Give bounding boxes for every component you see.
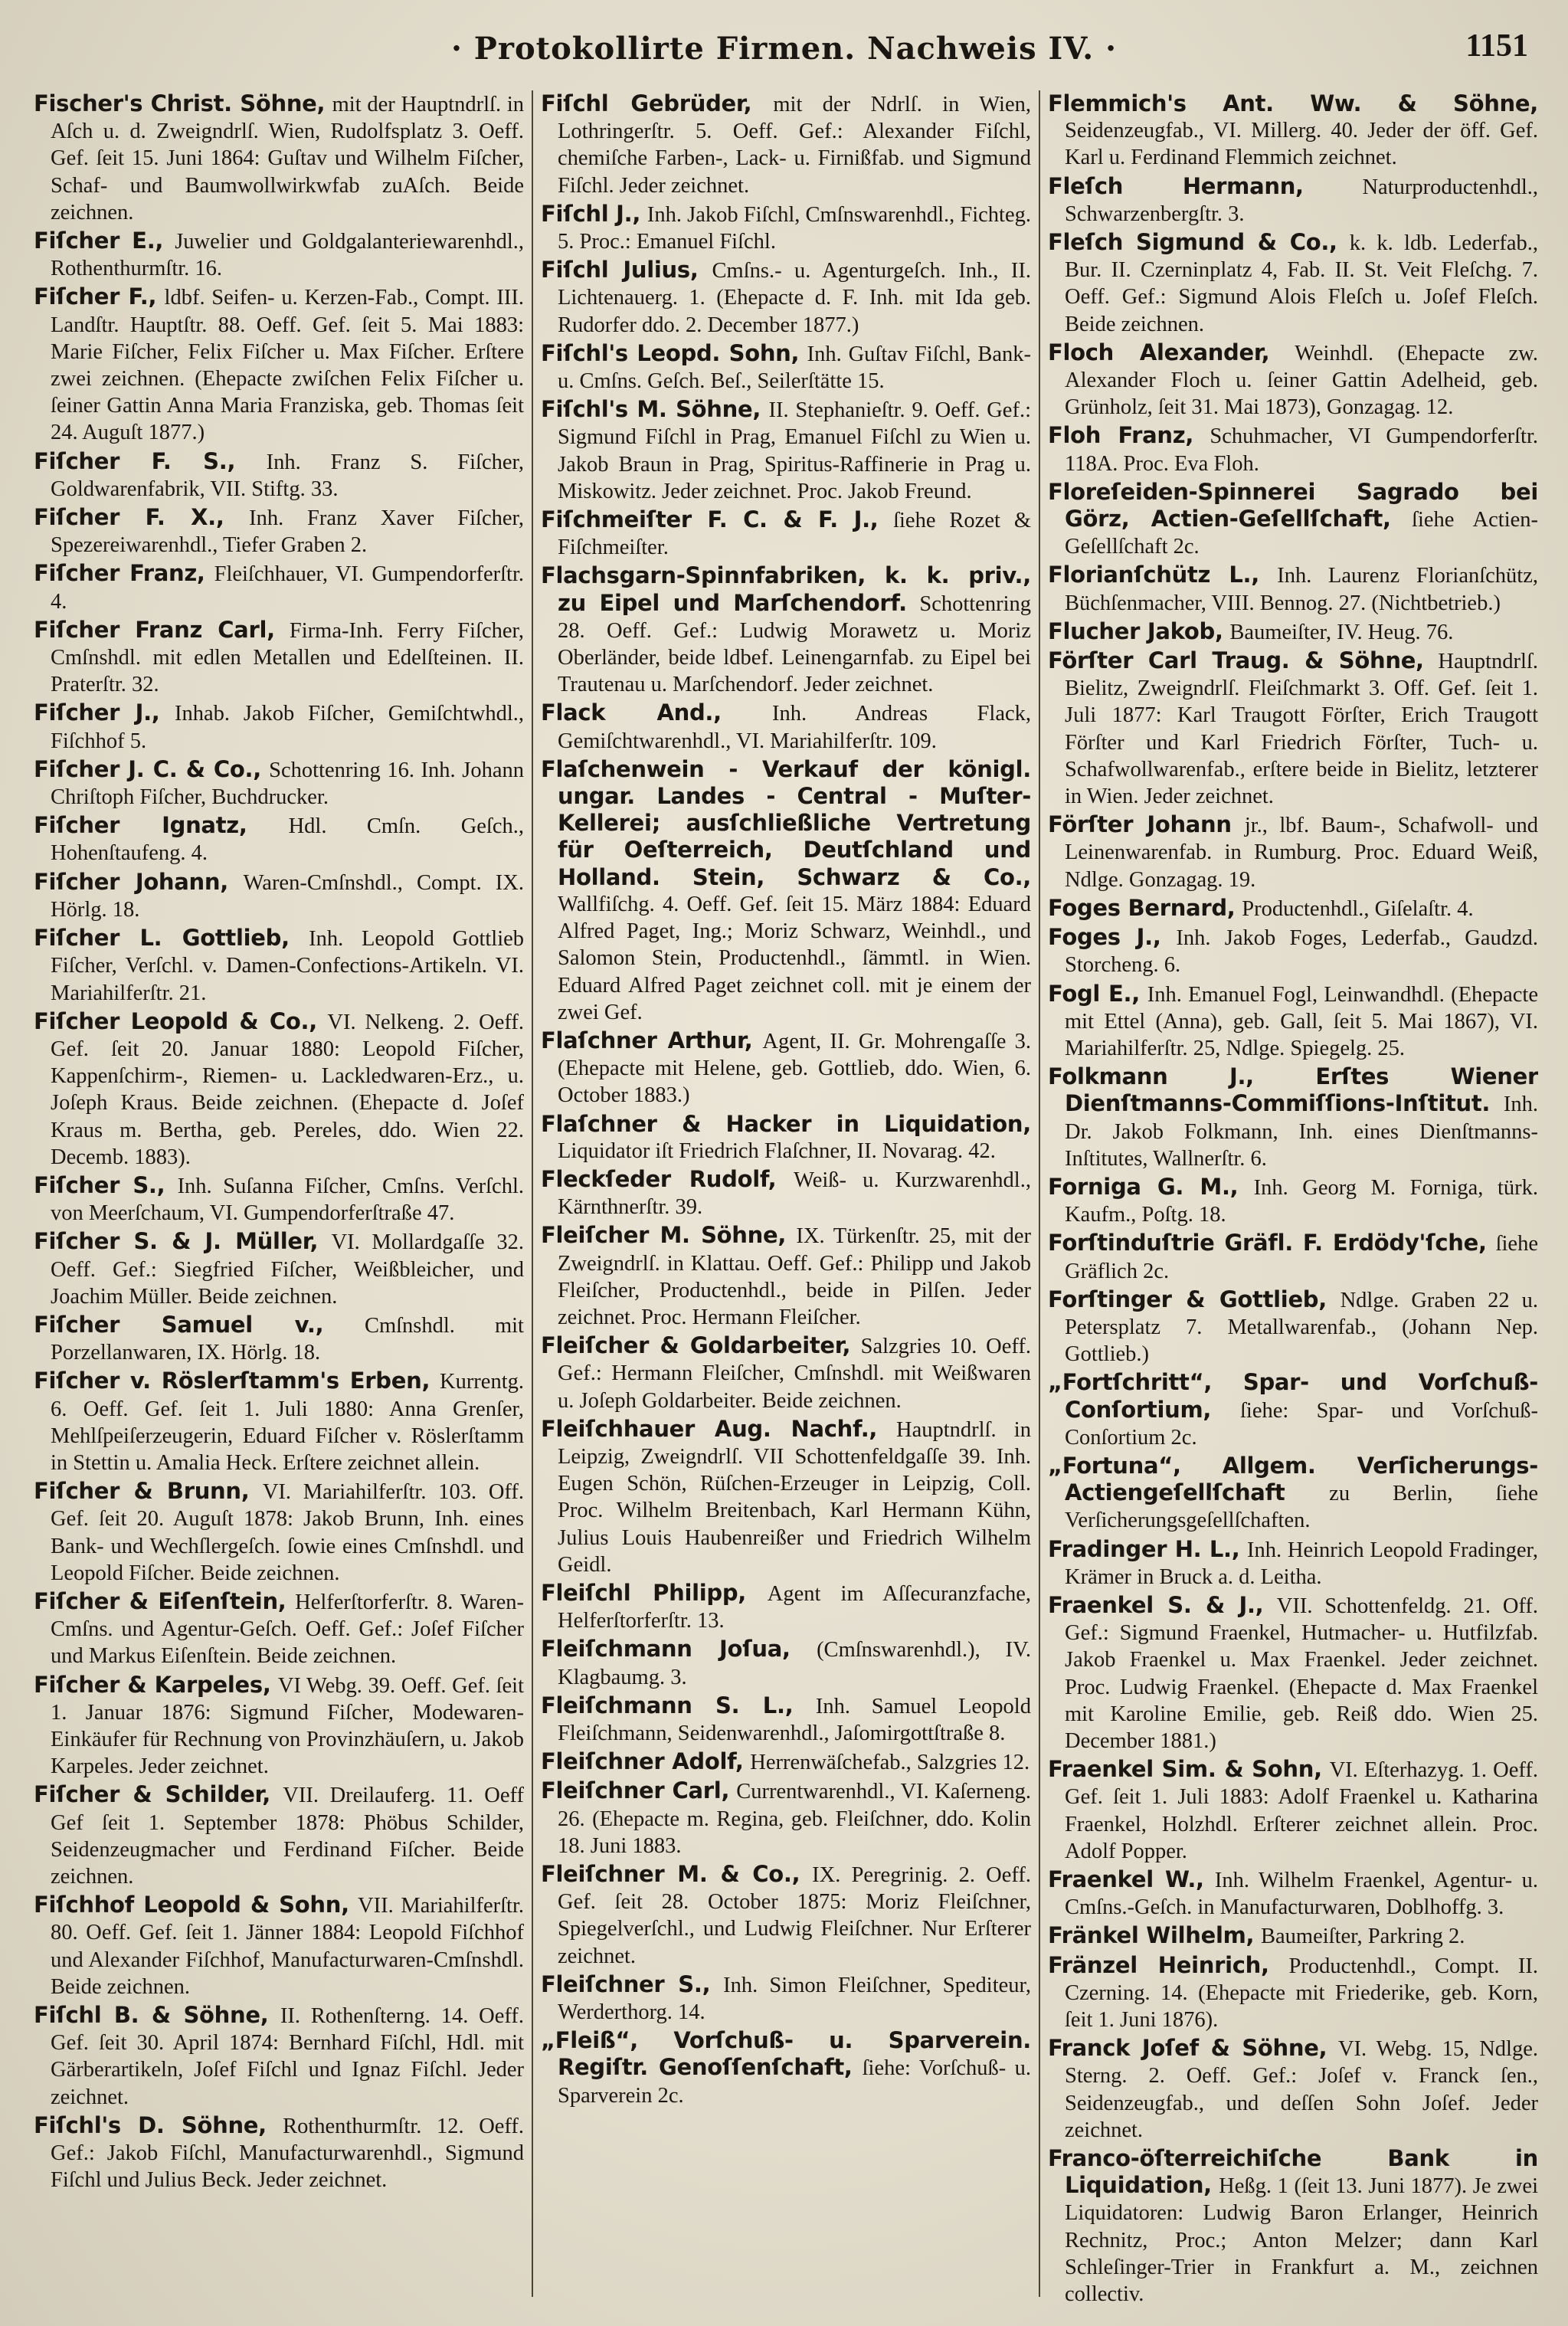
firm-name: Fleiſchner Adolf, — [541, 1748, 744, 1775]
firm-description: VII. Dreilauferg. 11. Oeff Gef ſeit 1. September 1878: Phöbus Schilder, Seidenzeugmacher und Ferdinand Fiſcher. Beide zeichnen. — [51, 1784, 524, 1889]
directory-entry — [541, 1222, 1031, 1331]
firm-description: VI. Mollardgaſſe 32. Oeff. Gef.: Siegfried Fiſcher, Weißbleicher, und Joachim Müller. Beide zeichnen. — [51, 1230, 524, 1309]
firm-description: Inh. Samuel Leopold Fleiſchmann, Seidenwarenhdl., Jaſomirgottſtraße 8. — [558, 1694, 1031, 1745]
firm-name: „Fleiß“, Vorſchuß- u. Sparverein. Regiſtr. Genoſſenſchaft, — [541, 2027, 1031, 2081]
column-divider — [532, 90, 533, 2297]
firm-name: Fiſcher & Schilder, — [34, 1781, 271, 1808]
directory-entry — [1048, 924, 1538, 978]
directory-entry — [1048, 981, 1538, 1063]
firm-name: Flachsgarn-Spinnfabriken, k. k. priv., zu Eipel und Marſchendorf. — [541, 562, 1031, 616]
firm-name: Fiſcher Samuel v., — [34, 1311, 324, 1338]
firm-description: Inh. Jakob Foges, Lederfab., Gaudzd. Storcheng. 6. — [1065, 926, 1538, 978]
directory-entry — [34, 756, 524, 811]
directory-entry — [1048, 618, 1538, 646]
firm-name: Förſter Carl Traug. & Söhne, — [1048, 647, 1424, 674]
firm-name: Fiſchl B. & Söhne, — [34, 2002, 269, 2029]
firm-name: Fiſcher Ignatz, — [34, 812, 247, 839]
directory-entry — [541, 1748, 1031, 1776]
directory-entry — [1048, 1922, 1538, 1950]
firm-description: Inh. Suſanna Fiſcher, Cmſns. Verſchl. von Meerſchaum, VI. Gumpendorferſtraße 47. — [51, 1174, 524, 1226]
firm-name: Fiſchl's Leopd. Sohn, — [541, 339, 800, 366]
directory-entry — [34, 925, 524, 1007]
directory-entry — [34, 504, 524, 559]
firm-name: Fogl E., — [1048, 980, 1140, 1007]
firm-description: VI. Nelkeng. 2. Oeff. Gef. ſeit 20. Januar 1880: Leopold Fiſcher, Kappenſchirm-, Riemen- u. Lackledwaren-Erz., u. Joſeph Kraus. Beide zeichnen. (Ehepacte d. Joſef Kraus m. Bertha, geb. Pereles, ddo. Wien 22. Decemb. 1883). — [51, 1010, 524, 1169]
firm-name: Fleſch Hermann, — [1048, 172, 1304, 199]
firm-description: ſiehe Gräflich 2c. — [1065, 1232, 1538, 1283]
firm-description: II. Rothenſterng. 14. Oeff. Gef. ſeit 30. April 1874: Bernhard Fiſchl, Hdl. mit Gärberartikeln, Joſef Fiſchl und Ignaz Fiſchl. Jeder zeichnet. — [51, 2004, 524, 2109]
firm-name: Fiſcher S., — [34, 1171, 165, 1198]
directory-entry — [34, 228, 524, 282]
firm-name: Fleiſchhauer Aug. Nachf., — [541, 1415, 878, 1442]
directory-entry — [1048, 562, 1538, 616]
directory-entry — [34, 1228, 524, 1310]
firm-description: Currentwarenhdl., VI. Kaſerneng. 26. (Ehepacte m. Regina, geb. Fleiſchner, ddo. Kolin 18. Juni 1883. — [558, 1780, 1031, 1858]
firm-description: Inhab. Jakob Fiſcher, Gemiſchtwhdl., Fiſchhof 5. — [51, 702, 524, 753]
firm-name: Fiſchhof Leopold & Sohn, — [34, 1892, 349, 1918]
directory-entry — [1048, 1952, 1538, 2034]
firm-name: Fränkel Wilhelm, — [1048, 1922, 1255, 1949]
directory-entry — [34, 1478, 524, 1587]
directory-entry — [34, 560, 524, 614]
firm-name: Fiſcher & Karpeles, — [34, 1671, 271, 1698]
firm-name: Fiſcher F., — [34, 283, 157, 310]
firm-name: Fiſcher & Brunn, — [34, 1478, 250, 1505]
firm-name: Fischer's Christ. Söhne, — [34, 90, 326, 116]
firm-description: Schottenring 16. Inh. Johann Chriſtoph Fiſcher, Buchdrucker. — [51, 758, 524, 810]
firm-name: Fiſcher E., — [34, 228, 164, 254]
firm-description: Helferſtorferſtr. 8. Waren-Cmſns. und Agentur-Geſch. Oeff. Gef.: Joſef Fiſcher und Markus Eiſenſtein. Beide zeichnen. — [51, 1590, 524, 1669]
firm-name: Foges Bernard, — [1048, 894, 1236, 921]
firm-name: Fiſcher v. Röslerſtamm's Erben, — [34, 1368, 430, 1394]
firm-name: Forſtinduſtrie Gräfl. F. Erdödy'ſche, — [1048, 1230, 1487, 1256]
directory-entry — [541, 1861, 1031, 1970]
firm-description: ſiehe Actien-Geſellſchaft 2c. — [1065, 508, 1538, 559]
directory-entry — [34, 1892, 524, 2000]
column-right — [1048, 90, 1538, 2312]
firm-name: Florianſchütz L., — [1048, 562, 1259, 588]
firm-name: Floch Alexander, — [1048, 339, 1270, 365]
firm-description: Inh. Heinrich Leopold Fradinger, Krämer in Bruck a. d. Leitha. — [1065, 1538, 1538, 1589]
firm-description: Inh. Franz S. Fiſcher, Goldwarenfabrik, VII. Stiftg. 33. — [51, 450, 524, 501]
firm-description: k. k. ldb. Lederfab., Bur. II. Czerninplatz 4, Fab. II. St. Veit Fleſchg. 7. Oeff. Gef.: Sigmund Alois Fleſch u. Joſef Fleſch. Beide zeichnen. — [1065, 231, 1538, 336]
directory-entry — [1048, 1536, 1538, 1591]
firm-description: VI Webg. 39. Oeff. Gef. ſeit 1. Januar 1876: Sigmund Fiſcher, Modewaren-Einkäufer für Rechnung von Provinzhäuſern, u. Jakob Karpeles. Jeder zeichnet. — [51, 1673, 524, 1779]
firm-description: VI. Mariahilferſtr. 103. Off. Gef. ſeit 20. Auguſt 1878: Jakob Brunn, Inh. eines Bank- und Wechſlergeſch. ſowie eines Cmſnshdl. und Leopold Fiſcher. Beide zeichnen. — [51, 1480, 524, 1585]
directory-entry — [34, 812, 524, 867]
directory-entry — [34, 617, 524, 699]
directory-entry — [34, 2002, 524, 2111]
firm-description: Agent, II. Gr. Mohrengaſſe 3. (Ehepacte mit Helene, geb. Gottlieb, ddo. Wien, 6. October 1883.) — [558, 1029, 1031, 1108]
directory-entry — [1048, 1286, 1538, 1368]
firm-description: VII. Schottenfeldg. 21. Off. Gef.: Sigmund Fraenkel, Hutmacher- u. Hutfilzfab. Jakob Fraenkel u. Max Fraenkel. Jeder zeichnet. Proc. Ludwig Fraenkel. (Ehepacte d. Max Fraenkel mit Karoline Emilie, geb. Reiß ddo. Wien 25. December 1881.) — [1065, 1594, 1538, 1753]
page-number: 1151 — [1465, 28, 1528, 64]
directory-entry — [1048, 1174, 1538, 1228]
directory-entry — [34, 1672, 524, 1781]
directory-entry — [541, 1777, 1031, 1859]
firm-name: Fiſcher Johann, — [34, 868, 228, 895]
directory-entry — [1048, 1369, 1538, 1451]
directory-entry — [541, 1416, 1031, 1578]
firm-name: Flemmich's Ant. Ww. & Söhne, — [1048, 90, 1538, 116]
directory-entry — [34, 869, 524, 923]
firm-name: Fleiſchner Carl, — [541, 1777, 730, 1804]
firm-description: (Cmſnswarenhdl.), IV. Klagbaumg. 3. — [558, 1638, 1031, 1689]
firm-description: ſiehe: Vorſchuß- u. Sparverein 2c. — [558, 2056, 1031, 2108]
firm-name: „Fortuna“, Allgem. Verſicherungs-Actiengeſellſchaft — [1048, 1452, 1538, 1506]
directory-entry — [34, 1781, 524, 1890]
firm-name: Flaſchenwein - Verkauf der königl. ungar. Landes - Central - Muſter-Kellerei; ausſchließliche Vertretung für Oeſterreich, Deutſchland und Holland. Stein, Schwarz & Co., — [541, 755, 1031, 890]
firm-description: Liquidator iſt Friedrich Flaſchner, II. Novarag. 42. — [558, 1138, 996, 1163]
directory-entry — [541, 257, 1031, 339]
firm-name: Forniga G. M., — [1048, 1173, 1239, 1200]
firm-description: Waren-Cmſnshdl., Compt. IX. Hörlg. 18. — [51, 870, 524, 922]
firm-name: Fiſcher Leopold & Co., — [34, 1007, 317, 1034]
firm-description: Inh. Simon Fleiſchner, Spediteur, Werderthorg. 14. — [558, 1973, 1031, 2025]
firm-name: Fiſchl's M. Söhne, — [541, 396, 761, 423]
firm-description: Inh. Laurenz Florianſchütz, Büchſenmacher, VIII. Bennog. 27. (Nichtbetrieb.) — [1065, 564, 1538, 615]
directory-entry — [34, 2112, 524, 2194]
firm-description: IX. Peregrinig. 2. Oeff. Gef. ſeit 28. October 1875: Moriz Fleiſchner, Spiegelverſchl., und Ludwig Fleiſchner. Nur Erſterer zeichnet. — [558, 1863, 1031, 1968]
firm-name: Floreſeiden-Spinnerei Sagrado bei Görz, Actien-Geſellſchaft, — [1048, 478, 1538, 532]
firm-description: Schuhmacher, VI Gumpendorferſtr. 118A. Proc. Eva Floh. — [1065, 424, 1538, 476]
firm-name: Flaſchner Arthur, — [541, 1027, 753, 1053]
firm-description: zu Berlin, ſiehe Verſicherungsgeſellſchaften. — [1065, 1482, 1538, 1533]
directory-entry — [1048, 339, 1538, 421]
firm-name: „Fortſchritt“, Spar- und Vorſchuß-Conſortium, — [1048, 1369, 1538, 1423]
firm-description: Inh. Guſtav Fiſchl, Bank- u. Cmſns. Geſch. Beſ., Seilerſtätte 15. — [558, 342, 1031, 394]
firm-name: Fiſchl's D. Söhne, — [34, 2111, 267, 2138]
firm-description: Inh. Leopold Gottlieb Fiſcher, Verſchl. v. Damen-Confections-Artikeln. VI. Mariahilferſtr. 21. — [51, 927, 524, 1005]
directory-entry — [1048, 895, 1538, 922]
firm-name: Foges J., — [1048, 924, 1161, 951]
firm-name: Fiſcher J. C. & Co., — [34, 755, 261, 782]
firm-name: Floh Franz, — [1048, 422, 1194, 449]
firm-name: Fiſcher F. X., — [34, 504, 224, 531]
directory-entry — [1048, 1756, 1538, 1865]
firm-name: Fleſch Sigmund & Co., — [1048, 229, 1337, 256]
firm-description: Salzgries 10. Oeff. Gef.: Hermann Fleiſcher, Cmſnshdl. mit Weißwaren u. Joſeph Goldarbeiter. Beide zeichnen. — [558, 1335, 1031, 1413]
directory-entry — [34, 1312, 524, 1366]
directory-entry — [541, 1692, 1031, 1747]
directory-entry — [1048, 647, 1538, 810]
firm-description: mit der Ndrlſ. in Wien, Lothringerſtr. 5. Oeff. Gef.: Alexander Fiſchl, chemiſche Farben-, Lack- u. Firnißfab. und Sigmund Fiſchl. Jeder zeichnet. — [558, 93, 1031, 198]
firm-description: Firma-Inh. Ferry Fiſcher, Cmſnshdl. mit edlen Metallen und Edelſteinen. II. Praterſtr. 32. — [51, 618, 524, 697]
column-left — [34, 90, 524, 2312]
directory-entry — [34, 1008, 524, 1171]
firm-description: VI. Webg. 15, Ndlge. Sterng. 2. Oeff. Gef.: Joſef v. Franck ſen., Seidenzeugfab., und deſſen Sohn Joſef. Jeder zeichnet. — [1065, 2037, 1538, 2142]
firm-name: Flaſchner & Hacker in Liquidation, — [541, 1110, 1031, 1137]
firm-description: II. Stephanieſtr. 9. Oeff. Gef.: Sigmund Fiſchl in Prag, Emanuel Fiſchl zu Wien u. Jakob Braun in Prag, Spiritus-Raffinerie in Prag u. Miskowitz. Jeder zeichnet. Proc. Jakob Freund. — [558, 398, 1031, 503]
firm-name: Fränzel Heinrich, — [1048, 1951, 1269, 1978]
firm-description: Inh. Jakob Fiſchl, Cmſnswarenhdl., Fichteg. 5. Proc.: Emanuel Fiſchl. — [558, 202, 1031, 254]
firm-description: Juwelier und Goldgalanteriewarenhdl., Rothenthurmſtr. 16. — [51, 230, 524, 281]
directory-entry — [541, 756, 1031, 1026]
firm-description: Productenhdl., Compt. II. Czerning. 14. (Ehepacte mit Friederike, geb. Korn, ſeit 1. Juni 1876). — [1065, 1954, 1538, 2033]
directory-entry — [34, 448, 524, 503]
firm-description: Baumeiſter, IV. Heug. 76. — [1229, 620, 1454, 644]
directory-entry — [1048, 2145, 1538, 2308]
directory-entry — [34, 283, 524, 446]
directory-entry — [541, 340, 1031, 395]
directory-entry — [541, 1636, 1031, 1690]
firm-description: mit der Hauptndrlſ. in Aſch u. d. Zweigndrlſ. Wien, Rudolfsplatz 3. Oeff. Gef. ſeit 15. Juni 1864: Guſtav und Wilhelm Fiſcher, Schaf- und Baumwollwirkwfab zuAſch. Beide zeichnen. — [51, 93, 524, 224]
directory-entry — [1048, 1866, 1538, 1921]
firm-description: Cmſnshdl. mit Porzellanwaren, IX. Hörlg. 18. — [51, 1313, 524, 1365]
directory-entry — [541, 562, 1031, 698]
directory-entry — [34, 1588, 524, 1670]
directory-entry — [541, 1332, 1031, 1414]
firm-description: Naturproductenhdl., Schwarzenbergſtr. 3. — [1065, 175, 1538, 226]
firm-description: Herrenwäſchefab., Salzgries 12. — [750, 1751, 1030, 1775]
firm-name: Fiſcher S. & J. Müller, — [34, 1228, 319, 1255]
firm-name: Flack And., — [541, 699, 722, 726]
directory-entry — [541, 1027, 1031, 1109]
directory-entry — [1048, 229, 1538, 338]
firm-description: Baumeiſter, Parkring 2. — [1261, 1925, 1465, 1949]
firm-name: Fraenkel W., — [1048, 1866, 1204, 1892]
firm-description: Inh. Wilhelm Fraenkel, Agentur- u. Cmſns.-Geſch. in Manufacturwaren, Doblhoffg. 3. — [1065, 1869, 1538, 1920]
firm-name: Fradinger H. L., — [1048, 1535, 1240, 1562]
column-middle — [541, 90, 1031, 2312]
firm-description: VI. Eſterhazyg. 1. Oeff. Gef. ſeit 1. Juli 1883: Adolf Fraenkel u. Katharina Fraenkel, Holzhdl. Erſterer zeichnet allein. Proc. Adolf Popper. — [1065, 1758, 1538, 1863]
firm-name: Fiſchl Julius, — [541, 257, 699, 283]
directory-entry — [1048, 811, 1538, 893]
firm-description: Inh. Georg M. Forniga, türk. Kaufm., Poſtg. 18. — [1065, 1175, 1538, 1227]
directory-entry — [1048, 90, 1538, 172]
directory-entry — [1048, 1063, 1538, 1172]
firm-name: Fiſcher & Eiſenſtein, — [34, 1587, 286, 1614]
firm-name: Flucher Jakob, — [1048, 618, 1223, 644]
directory-entry — [541, 201, 1031, 255]
firm-name: Fleiſchmann Joſua, — [541, 1636, 791, 1663]
firm-name: Förſter Johann — [1048, 811, 1232, 838]
firm-name: Fleiſcher M. Söhne, — [541, 1222, 787, 1249]
directory-entry — [34, 1368, 524, 1476]
firm-name: Forſtinger & Gottlieb, — [1048, 1286, 1327, 1312]
firm-description: Inh. Dr. Jakob Folkmann, Inh. eines Dienſtmanns-Inſtitutes, Wallnerſtr. 6. — [1065, 1093, 1538, 1171]
firm-description: jr., lbf. Baum-, Schafwoll- und Leinenwarenfab. in Rumburg. Proc. Eduard Weiß, Ndlge. Gonzagag. 19. — [1065, 814, 1538, 892]
running-title: · Protokollirte Firmen. Nachweis IV. · — [450, 31, 1118, 67]
firm-name: Fleiſcher & Goldarbeiter, — [541, 1332, 851, 1359]
directory-entry — [541, 2027, 1031, 2109]
firm-description: Hdl. Cmſn. Geſch., Hohenſtaufeng. 4. — [51, 814, 524, 866]
firm-name: Fraenkel Sim. & Sohn, — [1048, 1756, 1322, 1783]
firm-name: Fiſcher F. S., — [34, 447, 236, 474]
firm-name: Fleiſchl Philipp, — [541, 1579, 747, 1606]
firm-name: Fiſchl J., — [541, 200, 641, 227]
firm-description: Rothenthurmſtr. 12. Oeff. Gef.: Jakob Fiſchl, Manufacturwarenhdl., Sigmund Fiſchl und Julius Beck. Jeder zeichnet. — [51, 2114, 524, 2193]
firm-description: Hauptndrlſ. in Leipzig, Zweigndrlſ. VII Schottenfeldgaſſe 39. Inh. Eugen Schön, Rüſchen-Erzeuger in Leipzig, Coll. Proc. Wilhelm Breitenbach, Karl Hermann Kühn, Julius Louis Haubenreißer und Friedrich Wilhelm Geidl. — [558, 1417, 1031, 1577]
firm-description: Weinhdl. (Ehepacte zw. Alexander Floch u. ſeiner Gattin Adelheid, geb. Grünholz, ſeit 31. Mai 1873), Gonzagag. 12. — [1065, 341, 1538, 420]
firm-name: Fleiſchner S., — [541, 1971, 711, 1997]
firm-name: Fleckſeder Rudolf, — [541, 1165, 777, 1192]
firm-description: Inh. Andreas Flack, Gemiſchtwarenhdl., VI. Mariahilferſtr. 109. — [558, 702, 1031, 753]
firm-name: Folkmann J., Erſtes Wiener Dienſtmanns-Commiſſions-Inſtitut. — [1048, 1063, 1538, 1117]
firm-description: Schottenring 28. Oeff. Gef.: Ludwig Morawetz u. Moriz Oberländer, beide ldbef. Leinengarnfab. zu Eipel bei Trautenau u. Marſchendorf. Jeder zeichnet. — [558, 591, 1031, 697]
firm-name: Fleiſchmann S. L., — [541, 1692, 794, 1718]
firm-name: Fiſchmeiſter F. C. & F. J., — [541, 506, 879, 533]
firm-description: Heßg. 1 (ſeit 13. Juni 1877). Je zwei Liquidatoren: Ludwig Baron Erlanger, Heinrich Rechnitz, Proc.; Anton Melzer; dann Karl Schleſinger-Trier in Frankfurt a. M., zeichnen collectiv. — [1065, 2174, 1538, 2307]
firm-description: Inh. Franz Xaver Fiſcher, Spezereiwarenhdl., Tiefer Graben 2. — [51, 506, 524, 558]
firm-description: ſiehe: Spar- und Vorſchuß-Conſortium 2c. — [1065, 1398, 1538, 1450]
directory-entry — [1048, 2035, 1538, 2144]
page-header — [31, 20, 1537, 81]
firm-description: Productenhdl., Giſelaſtr. 4. — [1242, 896, 1474, 921]
firm-description: ſiehe Rozet & Fiſchmeiſter. — [558, 509, 1031, 560]
firm-description: Fleiſchhauer, VI. Gumpendorferſtr. 4. — [51, 562, 524, 614]
directory-entry — [541, 1166, 1031, 1220]
firm-name: Fiſcher Franz Carl, — [34, 616, 275, 643]
firm-description: VII. Mariahilferſtr. 80. Oeff. Gef. ſeit 1. Jänner 1884: Leopold Fiſchhof und Alexander Fiſchhof, Manufacturwaren-Cmſnshdl. Beide zeichnen. — [51, 1894, 524, 1999]
firm-description: Wallfiſchg. 4. Oeff. Gef. ſeit 15. März 1884: Eduard Alfred Paget, Ing.; Moriz Schwarz, Weinhdl., und Salomon Stein, Productenhdl., ſämmtl. in Wien. Eduard Alfred Paget zeichnet coll. mit je einem der zwei Gef. — [558, 892, 1031, 1024]
firm-name: Fiſchl Gebrüder, — [541, 90, 752, 116]
directory-entry — [541, 396, 1031, 505]
directory-entry — [541, 506, 1031, 561]
directory-entry — [1048, 1592, 1538, 1754]
firm-name: Fiſcher L. Gottlieb, — [34, 925, 290, 952]
directory-entry — [34, 699, 524, 754]
firm-description: Agent im Aſſecuranzfache, Helferſtorferſtr. 13. — [558, 1581, 1031, 1633]
directory-entry — [1048, 1230, 1538, 1284]
directory-entry — [1048, 479, 1538, 561]
firm-description: IX. Türkenſtr. 25, mit der Zweigndrlſ. in Klattau. Oeff. Gef.: Philipp und Jakob Fleiſcher, Productenhdl., beide in Pilſen. Jeder zeichnet. Proc. Hermann Fleiſcher. — [558, 1224, 1031, 1329]
directory-entry — [1048, 422, 1538, 477]
column-divider — [1039, 90, 1040, 2297]
directory-entry — [34, 90, 524, 226]
directory-entry — [1048, 1453, 1538, 1535]
firm-description: ldbf. Seifen- u. Kerzen-Fab., Compt. III. Landſtr. Hauptſtr. 88. Oeff. Gef. ſeit 5. Mai 1883: Marie Fiſcher, Felix Fiſcher u. Max Fiſcher. Erſtere zwei zeichnen. (Ehepacte zwiſchen Felix Fiſcher u. ſeiner Gattin Anna Maria Franziska, geb. Thomas ſeit 24. Auguſt 1877.) — [51, 286, 524, 445]
firm-description: Hauptndrlſ. Bielitz, Zweigndrlſ. Fleiſchmarkt 3. Off. Gef. ſeit 1. Juli 1877: Karl Traugott Förſter, Erich Traugott Förſter und Karl Friedrich Förſter, Tuch- u. Schafwollwarenfab., erſtere beide in Bielitz, letzterer in Wien. Jeder zeichnet. — [1065, 650, 1538, 809]
firm-name: Fleiſchner M. & Co., — [541, 1861, 800, 1887]
directory-entry — [541, 1971, 1031, 2026]
firm-description: Ndlge. Graben 22 u. Petersplatz 7. Metallwarenfab., (Johann Nep. Gottlieb.) — [1065, 1288, 1538, 1367]
directory-entry — [1048, 173, 1538, 228]
directory-entry — [541, 1580, 1031, 1634]
directory-entry — [34, 1172, 524, 1227]
firm-name: Franck Joſef & Söhne, — [1048, 2035, 1327, 2062]
directory-entry — [541, 90, 1031, 199]
directory-entry — [541, 1111, 1031, 1165]
firm-description: Cmſns.- u. Agenturgeſch. Inh., II. Lichtenauerg. 1. (Ehepacte d. F. Inh. mit Ida geb. Rudorfer ddo. 2. December 1877.) — [558, 259, 1031, 337]
directory-entry — [541, 699, 1031, 754]
firm-name: Fiſcher J., — [34, 699, 160, 726]
firm-description: Kurrentg. 6. Oeff. Gef. ſeit 1. Juli 1880: Anna Grenſer, Mehlſpeiſerzeugerin, Eduard Fiſcher v. Röslerſtamm in Stettin u. Amalia Heck. Erſtere zeichnet allein. — [51, 1370, 524, 1475]
firm-name: Fiſcher Franz, — [34, 560, 205, 587]
firm-name: Fraenkel S. & J., — [1048, 1591, 1264, 1618]
firm-description: Weiß- u. Kurzwarenhdl., Kärnthnerſtr. 39. — [558, 1168, 1031, 1220]
firm-description: Seidenzeugfab., VI. Millerg. 40. Jeder der öff. Gef. Karl u. Ferdinand Flemmich zeichnet. — [1065, 119, 1538, 170]
firm-description: Inh. Emanuel Fogl, Leinwandhdl. (Ehepacte mit Ettel (Anna), geb. Gall, ſeit 5. Mai 1867), VI. Mariahilferſtr. 25, Ndlge. Spiegelg. 25. — [1065, 982, 1538, 1060]
firm-name: Franco-öſterreichiſche Bank in Liquidation, — [1048, 2145, 1538, 2199]
